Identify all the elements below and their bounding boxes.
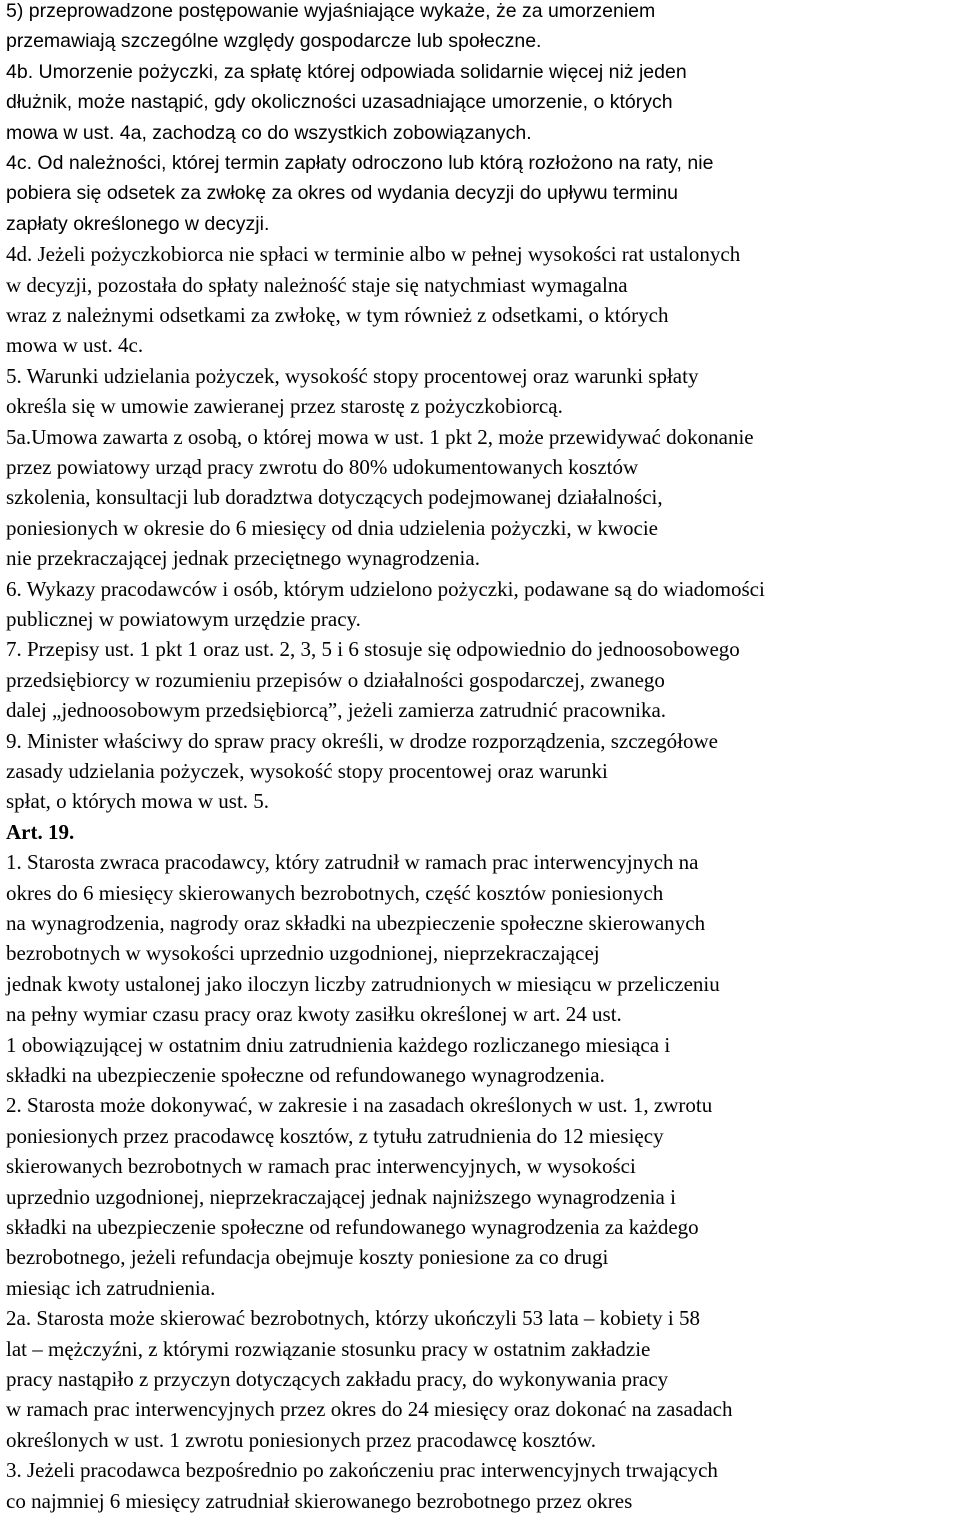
text-line: 5) przeprowadzone postępowanie wyjaśniające wykaże, że za umorzeniem bbox=[6, 0, 656, 22]
text-line: w ramach prac interwencyjnych przez okres do 24 miesięcy oraz dokonać na zasadach bbox=[6, 1397, 733, 1422]
text-line: miesiąc ich zatrudnienia. bbox=[6, 1275, 216, 1300]
text-line: bezrobotnego, jeżeli refundacja obejmuje koszty poniesione za co drugi bbox=[6, 1245, 609, 1270]
text-line: określonych w ust. 1 zwrotu poniesionych przez pracodawcę kosztów. bbox=[6, 1427, 596, 1452]
text-line: 5a.Umowa zawarta z osobą, o której mowa w ust. 1 pkt 2, może przewidywać dokonanie bbox=[6, 424, 754, 449]
text-line: 9. Minister właściwy do spraw pracy określi, w drodze rozporządzenia, szczegółowe bbox=[6, 728, 718, 753]
text-line: mowa w ust. 4a, zachodzą co do wszystkich zobowiązanych. bbox=[6, 121, 532, 144]
text-line: 5. Warunki udzielania pożyczek, wysokość stopy procentowej oraz warunki spłaty bbox=[6, 363, 699, 388]
text-line: przemawiają szczególne względy gospodarcze lub społeczne. bbox=[6, 30, 542, 53]
text-line: wraz z należnymi odsetkami za zwłokę, w tym również z odsetkami, o których bbox=[6, 303, 669, 327]
text-line: lat – mężczyźni, z którymi rozwiązanie stosunku pracy w ostatnim zakładzie bbox=[6, 1336, 651, 1361]
text-line: na wynagrodzenia, nagrody oraz składki na ubezpieczenie społeczne skierowanych bbox=[6, 911, 706, 935]
text-line: uprzednio uzgodnionej, nieprzekraczającej jednak najniższego wynagrodzenia i bbox=[6, 1184, 676, 1209]
text-line: poniesionych przez pracodawcę kosztów, z tytułu zatrudnienia do 12 miesięcy bbox=[6, 1123, 664, 1148]
text-line: 1. Starosta zwraca pracodawcy, który zatrudnił w ramach prac interwencyjnych na bbox=[6, 850, 699, 875]
text-line: w decyzji, pozostała do spłaty należność staje się natychmiast wymagalna bbox=[6, 272, 628, 297]
text-line: 4d. Jeżeli pożyczkobiorca nie spłaci w terminie albo w pełnej wysokości rat ustalonych bbox=[6, 242, 741, 267]
text-line: nie przekraczającej jednak przeciętnego wynagrodzenia. bbox=[6, 546, 480, 571]
text-line: składki na ubezpieczenie społeczne od refundowanego wynagrodzenia. bbox=[6, 1063, 605, 1087]
text-line: 2a. Starosta może skierować bezrobotnych, którzy ukończyli 53 lata – kobiety i 58 bbox=[6, 1306, 700, 1331]
text-line: dalej „jednoosobowym przedsiębiorcą”, jeżeli zamierza zatrudnić pracownika. bbox=[6, 698, 667, 723]
text-line: pobiera się odsetek za zwłokę za okres od wydania decyzji do upływu terminu bbox=[6, 182, 679, 205]
text-line: zapłaty określonego w decyzji. bbox=[6, 212, 270, 235]
text-line: określa się w umowie zawieranej przez starostę z pożyczkobiorcą. bbox=[6, 394, 563, 419]
text-line: publicznej w powiatowym urzędzie pracy. bbox=[6, 607, 361, 631]
text-line: 3. Jeżeli pracodawca bezpośrednio po zakończeniu prac interwencyjnych trwających bbox=[6, 1458, 718, 1483]
text-line: przez powiatowy urząd pracy zwrotu do 80% udokumentowanych kosztów bbox=[6, 455, 639, 479]
text-line: spłat, o których mowa w ust. 5. bbox=[6, 789, 270, 814]
text-line: 4b. Umorzenie pożyczki, za spłatę której odpowiada solidarnie więcej niż jeden bbox=[6, 60, 687, 83]
text-line: 7. Przepisy ust. 1 pkt 1 oraz ust. 2, 3, 5 i 6 stosuje się odpowiednio do jednoosobowego bbox=[6, 637, 740, 662]
text-line: poniesionych w okresie do 6 miesięcy od dnia udzielenia pożyczki, w kwocie bbox=[6, 515, 658, 540]
text-line: przedsiębiorcy w rozumieniu przepisów o działalności gospodarczej, zwanego bbox=[6, 667, 665, 692]
text-line: co najmniej 6 miesięcy zatrudniał skierowanego bezrobotnego przez okres bbox=[6, 1488, 633, 1513]
text-line: 1 obowiązującej w ostatnim dniu zatrudnienia każdego rozliczanego miesiąca i bbox=[6, 1032, 671, 1057]
text-line: skierowanych bezrobotnych w ramach prac interwencyjnych, w wysokości bbox=[6, 1154, 636, 1179]
text-line: szkolenia, konsultacji lub doradztwa dotyczących podejmowanej działalności, bbox=[6, 485, 663, 510]
text-line: 6. Wykazy pracodawców i osób, którym udzielono pożyczki, podawane są do wiadomości bbox=[6, 576, 765, 601]
article-heading: Art. 19. bbox=[6, 819, 75, 844]
text-line: 4c. Od należności, której termin zapłaty odroczono lub którą rozłożono na raty, nie bbox=[6, 152, 714, 174]
text-line: 2. Starosta może dokonywać, w zakresie i na zasadach określonych w ust. 1, zwrotu bbox=[6, 1093, 713, 1118]
text-line: pracy nastąpiło z przyczyn dotyczących zakładu pracy, do wykonywania pracy bbox=[6, 1367, 669, 1391]
text-line: dłużnik, może nastąpić, gdy okoliczności uzasadniające umorzenie, o których bbox=[6, 91, 673, 114]
text-line: mowa w ust. 4c. bbox=[6, 333, 144, 358]
text-line: na pełny wymiar czasu pracy oraz kwoty zasiłku określonej w art. 24 ust. bbox=[6, 1002, 622, 1027]
text-line: bezrobotnych w wysokości uprzednio uzgodnionej, nieprzekraczającej bbox=[6, 941, 600, 966]
text-line: zasady udzielania pożyczek, wysokość stopy procentowej oraz warunki bbox=[6, 759, 608, 783]
text-line: jednak kwoty ustalonej jako iloczyn liczby zatrudnionych w miesiącu w przeliczeniu bbox=[6, 971, 720, 996]
text-line: okres do 6 miesięcy skierowanych bezrobotnych, część kosztów poniesionych bbox=[6, 880, 664, 905]
text-line: składki na ubezpieczenie społeczne od refundowanego wynagrodzenia za każdego bbox=[6, 1215, 699, 1239]
